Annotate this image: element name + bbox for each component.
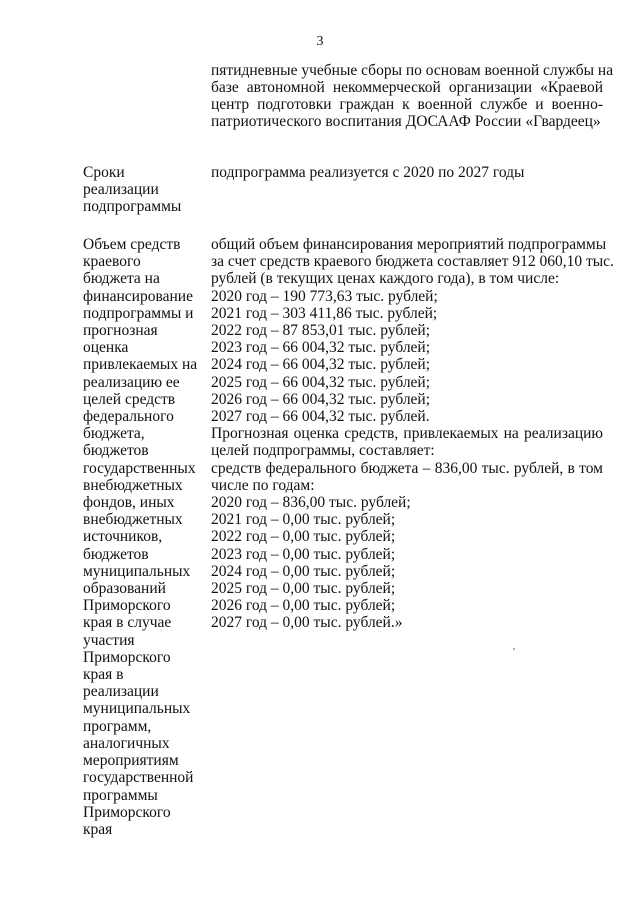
budget-value-line: рублей (в текущих ценах каждого года), в том числе:: [211, 270, 560, 288]
budget-value-line: Прогнозная оценка средств, привлекаемых на реализацию: [211, 425, 603, 443]
terms-value: [211, 164, 603, 181]
intro-line: патриотического воспитания ДОСААФ России «Гвардеец»: [211, 113, 601, 130]
intro-paragraph: [211, 62, 614, 130]
budget-label-line: муниципальных: [83, 700, 191, 718]
budget-value-line: целей подпрограммы, составляет:: [211, 442, 435, 460]
terms-label-line: реализации: [83, 181, 159, 199]
budget-label-line: бюджета на: [83, 270, 160, 288]
budget-value-line: 2021 год – 0,00 тыс. рублей;: [211, 511, 396, 529]
budget-value-line: 2027 год – 66 004,32 тыс. рублей.: [211, 408, 430, 426]
intro-line: пятидневные учебные сборы по основам военной службы на: [211, 62, 614, 79]
budget-label-line: реализации: [83, 683, 159, 701]
budget-value-line: 2024 год – 0,00 тыс. рублей;: [211, 562, 396, 580]
page-number: 3: [316, 34, 324, 49]
budget-value-line: 2026 год – 66 004,32 тыс. рублей;: [211, 390, 431, 408]
budget-value-line: средств федерального бюджета – 836,00 тыс. рублей, в том: [211, 459, 603, 477]
budget-label-line: федерального: [83, 408, 174, 426]
budget-label-line: Приморского: [83, 597, 171, 615]
budget-label-line: краевого: [83, 253, 141, 271]
budget-label-line: государственных: [83, 459, 196, 477]
budget-label-line: бюджетов: [83, 545, 149, 563]
budget-label-line: аналогичных: [83, 734, 170, 752]
budget-label-line: края в: [83, 666, 124, 684]
budget-label-line: внебюджетных: [83, 511, 183, 529]
intro-line: базе автономной некоммерческой организации «Краевой: [211, 79, 603, 96]
budget-label-line: бюджета,: [83, 425, 145, 443]
terms-value-text: подпрограмма реализуется с 2020 по 2027 годы: [211, 164, 525, 181]
scan-speck: [513, 648, 515, 650]
terms-label-line: подпрограммы: [83, 198, 182, 216]
budget-label-line: Приморского: [83, 803, 171, 821]
budget-value-line: 2020 год – 836,00 тыс. рублей;: [211, 494, 411, 512]
terms-label: [83, 164, 203, 216]
budget-label-line: края: [83, 820, 113, 838]
budget-value-line: 2023 год – 0,00 тыс. рублей;: [211, 545, 396, 563]
budget-label-line: прогнозная: [83, 322, 158, 340]
budget-label-line: подпрограммы и: [83, 304, 194, 322]
budget-label-line: государственной: [83, 769, 194, 787]
budget-value-line: 2023 год – 66 004,32 тыс. рублей;: [211, 339, 431, 357]
budget-label-line: оценка: [83, 339, 129, 357]
budget-label-line: финансирование: [83, 287, 193, 305]
terms-label-line: Сроки: [83, 164, 125, 181]
budget-label-line: целей средств: [83, 390, 176, 408]
budget-value-line: общий объем финансирования мероприятий подпрограммы: [211, 236, 607, 253]
budget-value-line: 2021 год – 303 411,86 тыс. рублей;: [211, 304, 438, 322]
budget-label-line: Приморского: [83, 648, 171, 666]
budget-value-line: 2025 год – 66 004,32 тыс. рублей;: [211, 373, 431, 391]
budget-value-line: 2027 год – 0,00 тыс. рублей.»: [211, 614, 403, 632]
budget-value-line: числе по годам:: [211, 476, 315, 494]
budget-label-line: привлекаемых на: [83, 356, 198, 374]
budget-label-line: мероприятиям: [83, 752, 179, 770]
budget-value-line: 2024 год – 66 004,32 тыс. рублей;: [211, 356, 431, 374]
budget-value-line: 2025 год – 0,00 тыс. рублей;: [211, 580, 396, 598]
budget-value: [211, 236, 614, 632]
budget-label-line: фондов, иных: [83, 494, 175, 512]
budget-label-line: края в случае: [83, 614, 172, 632]
budget-label-line: программы: [83, 786, 158, 804]
budget-label-line: Объем средств: [83, 236, 181, 253]
budget-label-line: образований: [83, 580, 166, 598]
budget-label: [83, 236, 203, 838]
budget-label-line: внебюджетных: [83, 476, 183, 494]
budget-value-line: 2026 год – 0,00 тыс. рублей;: [211, 597, 396, 615]
budget-label-line: программ,: [83, 717, 152, 735]
budget-value-line: 2022 год – 0,00 тыс. рублей;: [211, 528, 396, 546]
budget-label-line: муниципальных: [83, 562, 191, 580]
budget-value-line: за счет средств краевого бюджета составляет 912 060,10 тыс.: [211, 253, 614, 271]
budget-value-line: 2020 год – 190 773,63 тыс. рублей;: [211, 287, 438, 305]
intro-line: центр подготовки граждан к военной службе и военно-: [211, 96, 603, 113]
budget-label-line: источников,: [83, 528, 163, 546]
budget-label-line: участия: [83, 631, 135, 649]
budget-label-line: реализацию ее: [83, 373, 180, 391]
budget-label-line: бюджетов: [83, 442, 149, 460]
budget-value-line: 2022 год – 87 853,01 тыс. рублей;: [211, 322, 431, 340]
